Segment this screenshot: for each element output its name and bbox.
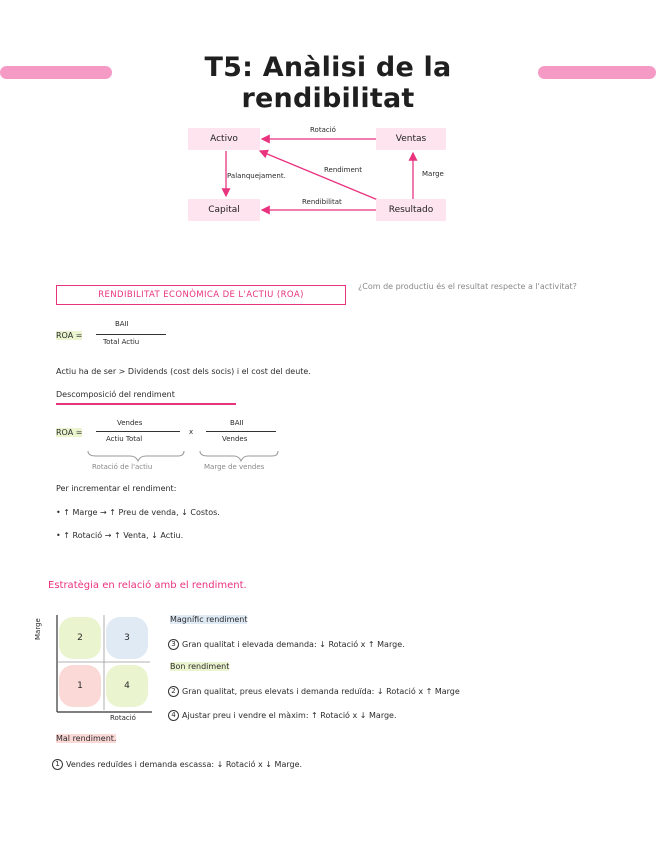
strategy-heading: Estratègia en relació amb el rendiment. — [48, 580, 247, 591]
edge-label-rendiment: Rendiment — [324, 166, 362, 174]
num-2: 2 — [168, 686, 179, 697]
quadrant-3: 3 — [106, 617, 148, 659]
quadrant-4: 4 — [106, 665, 148, 707]
decomp-f2-denominator: Vendes — [222, 435, 248, 443]
item-3-text: Gran qualitat i elevada demanda: ↓ Rotació x ↑ Marge. — [182, 640, 405, 649]
brace-label-rotacio: Rotació de l'actiu — [92, 463, 153, 471]
magnific-label: Magnífic rendiment — [170, 615, 248, 624]
mal-heading — [56, 734, 116, 743]
decomp-times: x — [189, 428, 194, 436]
num-1: 1 — [52, 759, 63, 770]
axis-x-label: Rotació — [110, 714, 136, 722]
node-capital: Capital — [188, 199, 260, 221]
item-4 — [168, 710, 397, 721]
node-activo: Activo — [188, 128, 260, 150]
decomp-f1-numerator: Vendes — [117, 419, 143, 427]
roa-numerator: BAII — [115, 320, 129, 328]
bon-heading — [170, 662, 229, 671]
edge-label-rotacio: Rotació — [310, 126, 336, 134]
mal-label: Mal rendiment. — [56, 734, 117, 743]
item-4-text: Ajustar preu i vendre el màxim: ↑ Rotació x ↓ Marge. — [182, 711, 397, 720]
roa-heading-box: RENDIBILITAT ECONÒMICA DE L'ACTIU (ROA) — [56, 285, 346, 305]
roa-question: ¿Com de productiu és el resultat respecte a l'activitat? — [358, 282, 577, 291]
item-1 — [52, 759, 302, 770]
brace-label-marge: Marge de vendes — [204, 463, 265, 471]
quadrant-2: 2 — [59, 617, 101, 659]
roa-label: ROA = — [56, 331, 83, 340]
magnific-heading — [170, 615, 247, 624]
decomp-f2-numerator: BAII — [230, 419, 244, 427]
item-2-text: Gran qualitat, preus elevats i demanda reduïda: ↓ Rotació x ↑ Marge — [182, 687, 460, 696]
decomp-roa-label: ROA = — [56, 428, 83, 437]
roa-denominator: Total Actiu — [103, 338, 140, 346]
quadrant-1: 1 — [59, 665, 101, 707]
item-2 — [168, 686, 460, 697]
axis-y-label: Marge — [34, 618, 42, 640]
edge-label-marge: Marge — [422, 170, 444, 178]
item-3 — [168, 639, 405, 650]
item-1-text: Vendes reduïdes i demanda escassa: ↓ Rotació x ↓ Marge. — [66, 760, 303, 769]
edge-label-rendibilitat: Rendibilitat — [302, 198, 342, 206]
bullet-marge: • ↑ Marge → ↑ Preu de venda, ↓ Costos. — [56, 508, 220, 517]
edge-label-palanquejament: Palanquejament. — [227, 172, 286, 180]
increase-title: Per incrementar el rendiment: — [56, 484, 177, 493]
decomposition-heading: Descomposició del rendiment — [56, 390, 175, 399]
node-ventas: Ventas — [376, 128, 446, 150]
page-title: T5: Anàlisi de la rendibilitat — [204, 52, 452, 114]
decomp-f1-denominator: Actiu Total — [106, 435, 143, 443]
num-4: 4 — [168, 710, 179, 721]
bullet-rotacio: • ↑ Rotació → ↑ Venta, ↓ Actiu. — [56, 531, 184, 540]
roa-note: Actiu ha de ser > Dividends (cost dels socis) i el cost del deute. — [56, 367, 311, 376]
node-resultado: Resultado — [376, 199, 446, 221]
num-3: 3 — [168, 639, 179, 650]
bon-label: Bon rendiment — [170, 662, 230, 671]
